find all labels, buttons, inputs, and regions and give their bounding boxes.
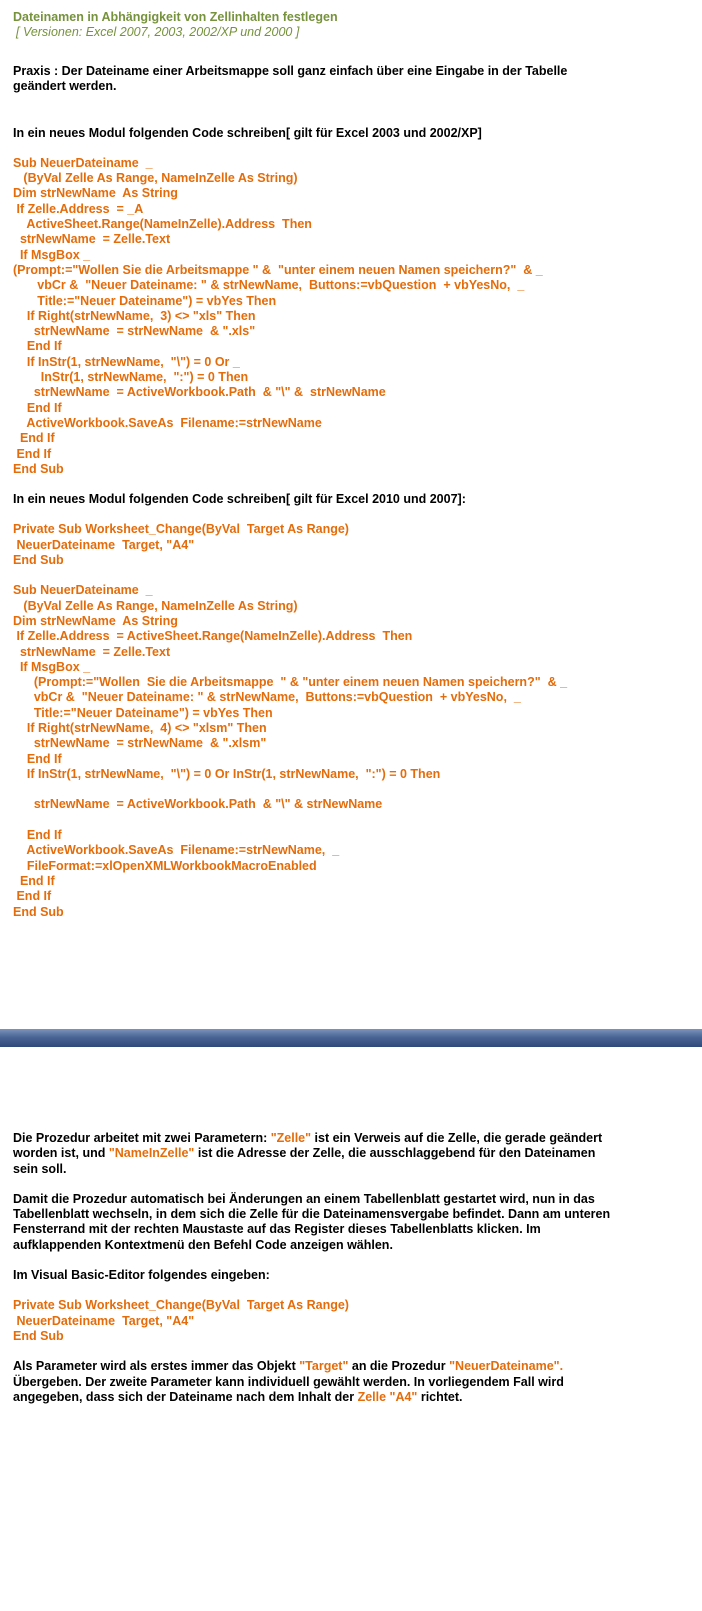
- code-line: End If: [13, 889, 52, 904]
- code-line: (Prompt:="Wollen Sie die Arbeitsmappe " & "unter einem neuen Namen speichern?" & _: [13, 262, 543, 277]
- heading-excel-2010: In ein neues Modul folgenden Code schreiben[ gilt für Excel 2010 und 2007]:: [13, 492, 466, 507]
- code-line: End If: [13, 873, 55, 888]
- code-line: If MsgBox _: [13, 247, 91, 262]
- highlighted-term: "NeuerDateiname".: [449, 1359, 564, 1374]
- text-segment: richtet.: [417, 1389, 463, 1404]
- text-segment: Als Parameter wird als erstes immer das Objekt: [13, 1359, 300, 1374]
- code-line: NeuerDateiname Target, "A4": [13, 537, 195, 552]
- code-line: strNewName = ActiveWorkbook.Path & "\" & strNewName: [13, 797, 383, 812]
- document-lower: [13, 1131, 613, 1405]
- code-line: ActiveWorkbook.SaveAs Filename:=strNewName: [13, 415, 322, 430]
- heading-excel-2003: In ein neues Modul folgenden Code schreiben[ gilt für Excel 2003 und 2002/XP]: [13, 125, 482, 140]
- code-line: If Zelle.Address = ActiveSheet.Range(NameInZelle).Address Then: [13, 629, 413, 644]
- code-line: (ByVal Zelle As Range, NameInZelle As String): [13, 171, 298, 186]
- target-paragraph: [13, 1359, 613, 1405]
- highlighted-term: Zelle "A4": [357, 1389, 418, 1404]
- code-line: [13, 813, 693, 828]
- text-segment: ist ein Verweis auf die Zelle, die gerade geändert worden ist, und: [13, 1131, 603, 1161]
- code-line: strNewName = Zelle.Text: [13, 232, 171, 247]
- code-line: (Prompt:="Wollen Sie die Arbeitsmappe " & "unter einem neuen Namen speichern?" & _: [13, 675, 568, 690]
- code-line: End If: [13, 400, 62, 415]
- code-line: If Right(strNewName, 3) <> "xls" Then: [13, 308, 256, 323]
- code-line: End If: [13, 446, 52, 461]
- code-line: Dim strNewName As String: [13, 186, 178, 201]
- parameters-paragraph: [13, 1131, 613, 1177]
- highlighted-term: "Zelle": [270, 1131, 312, 1145]
- code-line: If InStr(1, strNewName, "\") = 0 Or InStr(1, strNewName, ":") = 0 Then: [13, 766, 441, 781]
- code-line: strNewName = strNewName & ".xls": [13, 324, 256, 339]
- code-line: ActiveWorkbook.SaveAs Filename:=strNewName, _: [13, 843, 340, 858]
- code-line: strNewName = ActiveWorkbook.Path & "\" & strNewName: [13, 385, 386, 400]
- code-line: If MsgBox _: [13, 659, 91, 674]
- code-line: End If: [13, 751, 62, 766]
- code-line: Dim strNewName As String: [13, 613, 178, 628]
- code-line: [13, 782, 693, 797]
- text-segment: an die Prozedur: [348, 1359, 450, 1374]
- vbe-instruction: Im Visual Basic-Editor folgendes eingeben:: [13, 1268, 270, 1283]
- praxis-line: geändert werden.: [13, 79, 117, 94]
- version-note: [ Versionen: Excel 2007, 2003, 2002/XP und 2000 ]: [16, 25, 300, 39]
- code-line: If Zelle.Address = _A: [13, 201, 144, 216]
- code-line: Sub NeuerDateiname _: [13, 583, 153, 598]
- code-line: End If: [13, 339, 62, 354]
- text-segment: Übergeben. Der zweite Parameter kann individuell gewählt werden. In vorliegendem Fall wird angegeben, dass sich der Dateiname nach dem Inhalt der: [13, 1374, 564, 1404]
- code-line: End If: [13, 828, 62, 843]
- text-segment: Die Prozedur arbeitet mit zwei Parametern:: [13, 1131, 271, 1145]
- code-line: If Right(strNewName, 4) <> "xlsm" Then: [13, 720, 267, 735]
- text-segment: ist die Adresse der Zelle, die ausschlaggebend für den Dateinamen sein soll.: [13, 1146, 596, 1176]
- praxis-line: Praxis : Der Dateiname einer Arbeitsmappe soll ganz einfach über eine Eingabe in der Tabelle: [13, 64, 568, 78]
- code-line: End Sub: [13, 904, 64, 919]
- code-line: If InStr(1, strNewName, "\") = 0 Or _: [13, 354, 240, 369]
- highlighted-term: "NameInZelle": [108, 1146, 195, 1161]
- autostart-paragraph: Damit die Prozedur automatisch bei Änderungen an einem Tabellenblatt gestartet wird, nun in das Tabellenblatt wechseln, in dem sich die Zelle für die Dateinamensvergabe befindet. Dann am unteren Fensterrand mit der rechten Maustaste auf das Register dieses Tabellenblatts klicken. Im aufklappenden Kontextmenü den Befehl Code anzeigen wählen.: [13, 1191, 611, 1252]
- code-line: Title:="Neuer Dateiname") = vbYes Then: [13, 705, 273, 720]
- code-line: Title:="Neuer Dateiname") = vbYes Then: [13, 293, 277, 308]
- code-line: NeuerDateiname Target, "A4": [13, 1313, 195, 1328]
- code-block-worksheet-change: [13, 1298, 613, 1344]
- code-line: InStr(1, strNewName, ":") = 0 Then: [13, 370, 249, 385]
- code-line: strNewName = strNewName & ".xlsm": [13, 736, 267, 751]
- code-line: Private Sub Worksheet_Change(ByVal Target As Range): [13, 522, 349, 537]
- code-line: End Sub: [13, 461, 64, 476]
- code-line: End Sub: [13, 1328, 64, 1343]
- code-block-2010-main: [13, 583, 693, 920]
- code-line: End If: [13, 431, 55, 446]
- code-line: FileFormat:=xlOpenXMLWorkbookMacroEnabled: [13, 858, 317, 873]
- document-upper: [13, 10, 693, 920]
- document-title: Dateinamen in Abhängigkeit von Zellinhalten festlegen: [13, 10, 338, 24]
- code-line: strNewName = Zelle.Text: [13, 644, 171, 659]
- code-line: Private Sub Worksheet_Change(ByVal Target As Range): [13, 1298, 349, 1313]
- code-block-2003: [13, 156, 693, 477]
- code-line: ActiveSheet.Range(NameInZelle).Address Then: [13, 217, 312, 232]
- praxis-paragraph: [13, 64, 693, 95]
- page-separator-bar: [0, 1029, 702, 1047]
- code-line: (ByVal Zelle As Range, NameInZelle As String): [13, 598, 298, 613]
- code-line: End Sub: [13, 553, 64, 568]
- code-line: vbCr & "Neuer Dateiname: " & strNewName, Buttons:=vbQuestion + vbYesNo, _: [13, 278, 525, 293]
- code-block-2010-worksheet-change: [13, 522, 693, 568]
- code-line: Sub NeuerDateiname _: [13, 155, 153, 170]
- highlighted-term: "Target": [299, 1359, 349, 1374]
- code-line: vbCr & "Neuer Dateiname: " & strNewName, Buttons:=vbQuestion + vbYesNo, _: [13, 690, 521, 705]
